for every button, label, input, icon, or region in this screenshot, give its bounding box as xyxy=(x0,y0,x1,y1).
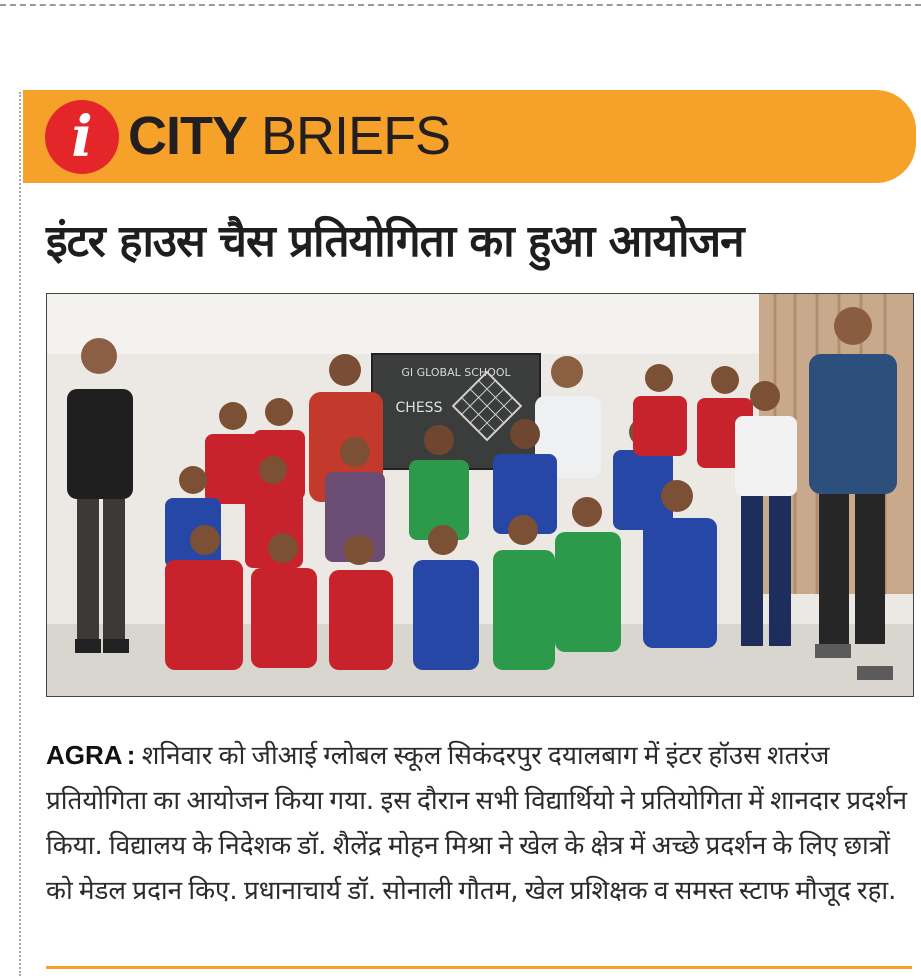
section-title xyxy=(128,104,450,168)
group-photo-illustration xyxy=(47,294,913,696)
article-body xyxy=(46,733,914,959)
section-title-bold: CITY xyxy=(128,106,248,166)
article-dateline: AGRA : xyxy=(46,740,136,770)
blackboard-title: GI GLOBAL SCHOOL xyxy=(401,366,511,379)
headline: इंटर हाउस चैस प्रतियोगिता का हुआ आयोजन xyxy=(46,216,744,267)
left-dotted-rule xyxy=(19,92,21,976)
top-dashed-rule xyxy=(0,4,921,6)
blackboard-subtitle: CHESS xyxy=(395,400,443,416)
news-photo xyxy=(46,293,914,697)
section-title-light: BRIEFS xyxy=(261,106,451,166)
article-text: शनिवार को जीआई ग्लोबल स्कूल सिकंदरपुर दयालबाग में इंटर हॉउस शतरंज प्रतियोगिता का आयोजन किया गया. इस दौरान सभी विद्यार्थियो ने प्रतियोगिता में शानदार प्रदर्शन किया. विद्यालय के निदेशक डॉ. शैलेंद्र मोहन मिश्रा ने खेल के क्षेत्र में अच्छे प्रदर्शन के लिए छात्रों को मेडल प्रदान किए. प्रधानाचार्य डॉ. सोनाली गौतम, खेल प्रशिक्षक व समस्त स्टाफ मौजूद रहा. xyxy=(46,741,908,906)
info-icon: i xyxy=(45,100,119,174)
bottom-orange-rule xyxy=(46,966,912,969)
